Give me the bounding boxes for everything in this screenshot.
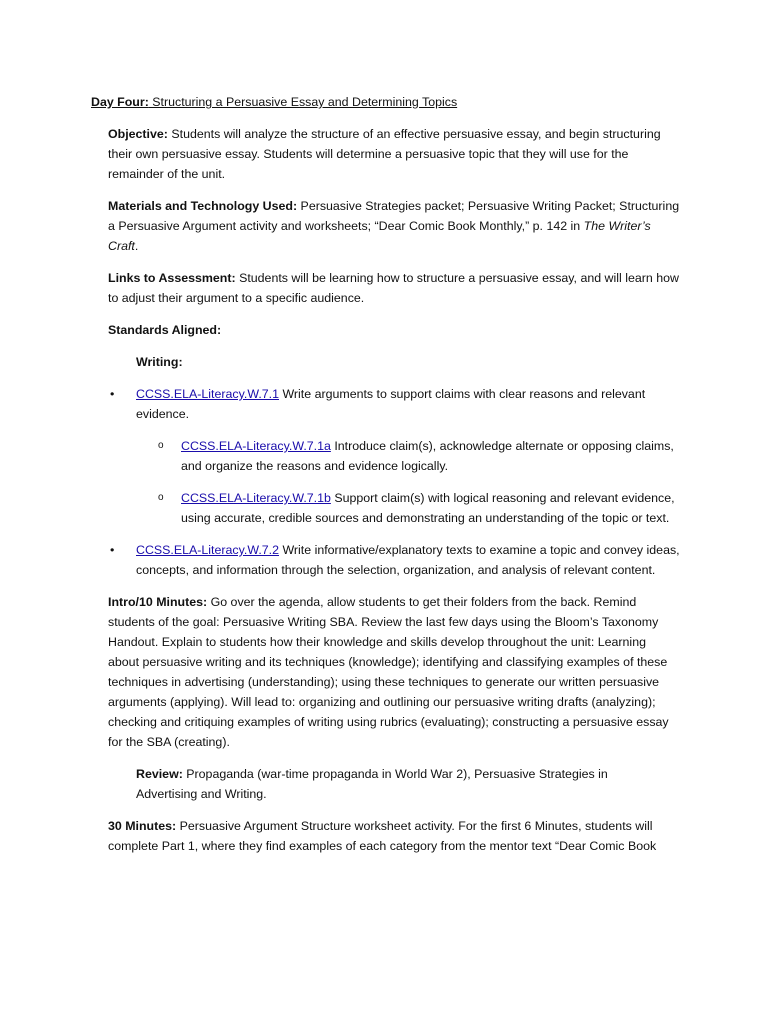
intro-paragraph: Intro/10 Minutes: Go over the agenda, allow students to get their folders from the back. Remind students of the goal: Persuasive Writing SBA. Review the last few days using the Bloom’s Taxonomy Handout. Explain to students how their knowledge and skills develop throughout the unit: Learning about persuasive writing and its techniques (knowledge); identifying and classifying examples of these techniques in advertising (understanding); using these techniques to generate our written persuasive arguments (applying). Will lead to: organizing and outlining our persuasive writing drafts (analyzing); checking and critiquing examples of writing using rubrics (evaluating); constructing a persuasive essay for the SBA (creating).	[108, 595, 669, 749]
writing-subheading: Writing:	[136, 355, 183, 369]
document-body	[0, 92, 768, 856]
standard-link-w72[interactable]: CCSS.ELA-Literacy.W.7.2	[136, 543, 279, 557]
circle-bullet-icon: o	[158, 440, 164, 451]
thirty-minutes-label: 30 Minutes:	[108, 819, 177, 833]
links-paragraph: Links to Assessment: Students will be learning how to structure a persuasive essay, and will learn how to adjust their argument to a specific audience.	[108, 271, 679, 305]
standard-link-w71b[interactable]: CCSS.ELA-Literacy.W.7.1b	[181, 491, 331, 505]
bullet-icon: •	[110, 543, 115, 557]
review-label: Review:	[136, 767, 183, 781]
standard-link-w71[interactable]: CCSS.ELA-Literacy.W.7.1	[136, 387, 279, 401]
standard-item: • CCSS.ELA-Literacy.W.7.1 Write arguments to support claims with clear reasons and relevant evidence.	[136, 384, 680, 424]
standards-heading: Standards Aligned:	[108, 323, 222, 337]
thirty-minutes-paragraph: 30 Minutes: Persuasive Argument Structure worksheet activity. For the first 6 Minutes, students will complete Part 1, where they find examples of each category from the mentor text “Dear Comic Book	[108, 819, 657, 853]
sub-standard-item: o CCSS.ELA-Literacy.W.7.1b Support claim(s) with logical reasoning and relevant evidence, using accurate, credible sources and demonstrating an understanding of the topic or text.	[181, 488, 680, 528]
links-label: Links to Assessment:	[108, 271, 236, 285]
objective-paragraph: Objective: Students will analyze the structure of an effective persuasive essay, and begin structuring their own persuasive essay. Students will determine a persuasive topic that they will use for the remainder of the unit.	[108, 127, 661, 181]
sub-standard-item: o CCSS.ELA-Literacy.W.7.1a Introduce claim(s), acknowledge alternate or opposing claims, and organize the reasons and evidence logically.	[181, 436, 680, 476]
circle-bullet-icon: o	[158, 492, 164, 503]
book-title: The Writer’s Craft	[108, 219, 651, 253]
materials-paragraph: Materials and Technology Used: Persuasive Strategies packet; Persuasive Writing Packet; Structuring a Persuasive Argument activity and worksheets; “Dear Comic Book Monthly,” p. 142 in The Writer’s Craft.	[108, 199, 680, 253]
bullet-icon: •	[110, 387, 115, 401]
materials-label: Materials and Technology Used:	[108, 199, 298, 213]
objective-label: Objective:	[108, 127, 168, 141]
page-title: Day Four: Structuring a Persuasive Essay and Determining Topics	[91, 95, 458, 109]
standard-link-w71a[interactable]: CCSS.ELA-Literacy.W.7.1a	[181, 439, 331, 453]
standard-item: • CCSS.ELA-Literacy.W.7.2 Write informative/explanatory texts to examine a topic and convey ideas, concepts, and information through the selection, organization, and analysis of relevant content.	[136, 540, 680, 580]
intro-label: Intro/10 Minutes:	[108, 595, 208, 609]
review-paragraph: Review: Propaganda (war-time propaganda in World War 2), Persuasive Strategies in Advertising and Writing.	[136, 767, 608, 801]
